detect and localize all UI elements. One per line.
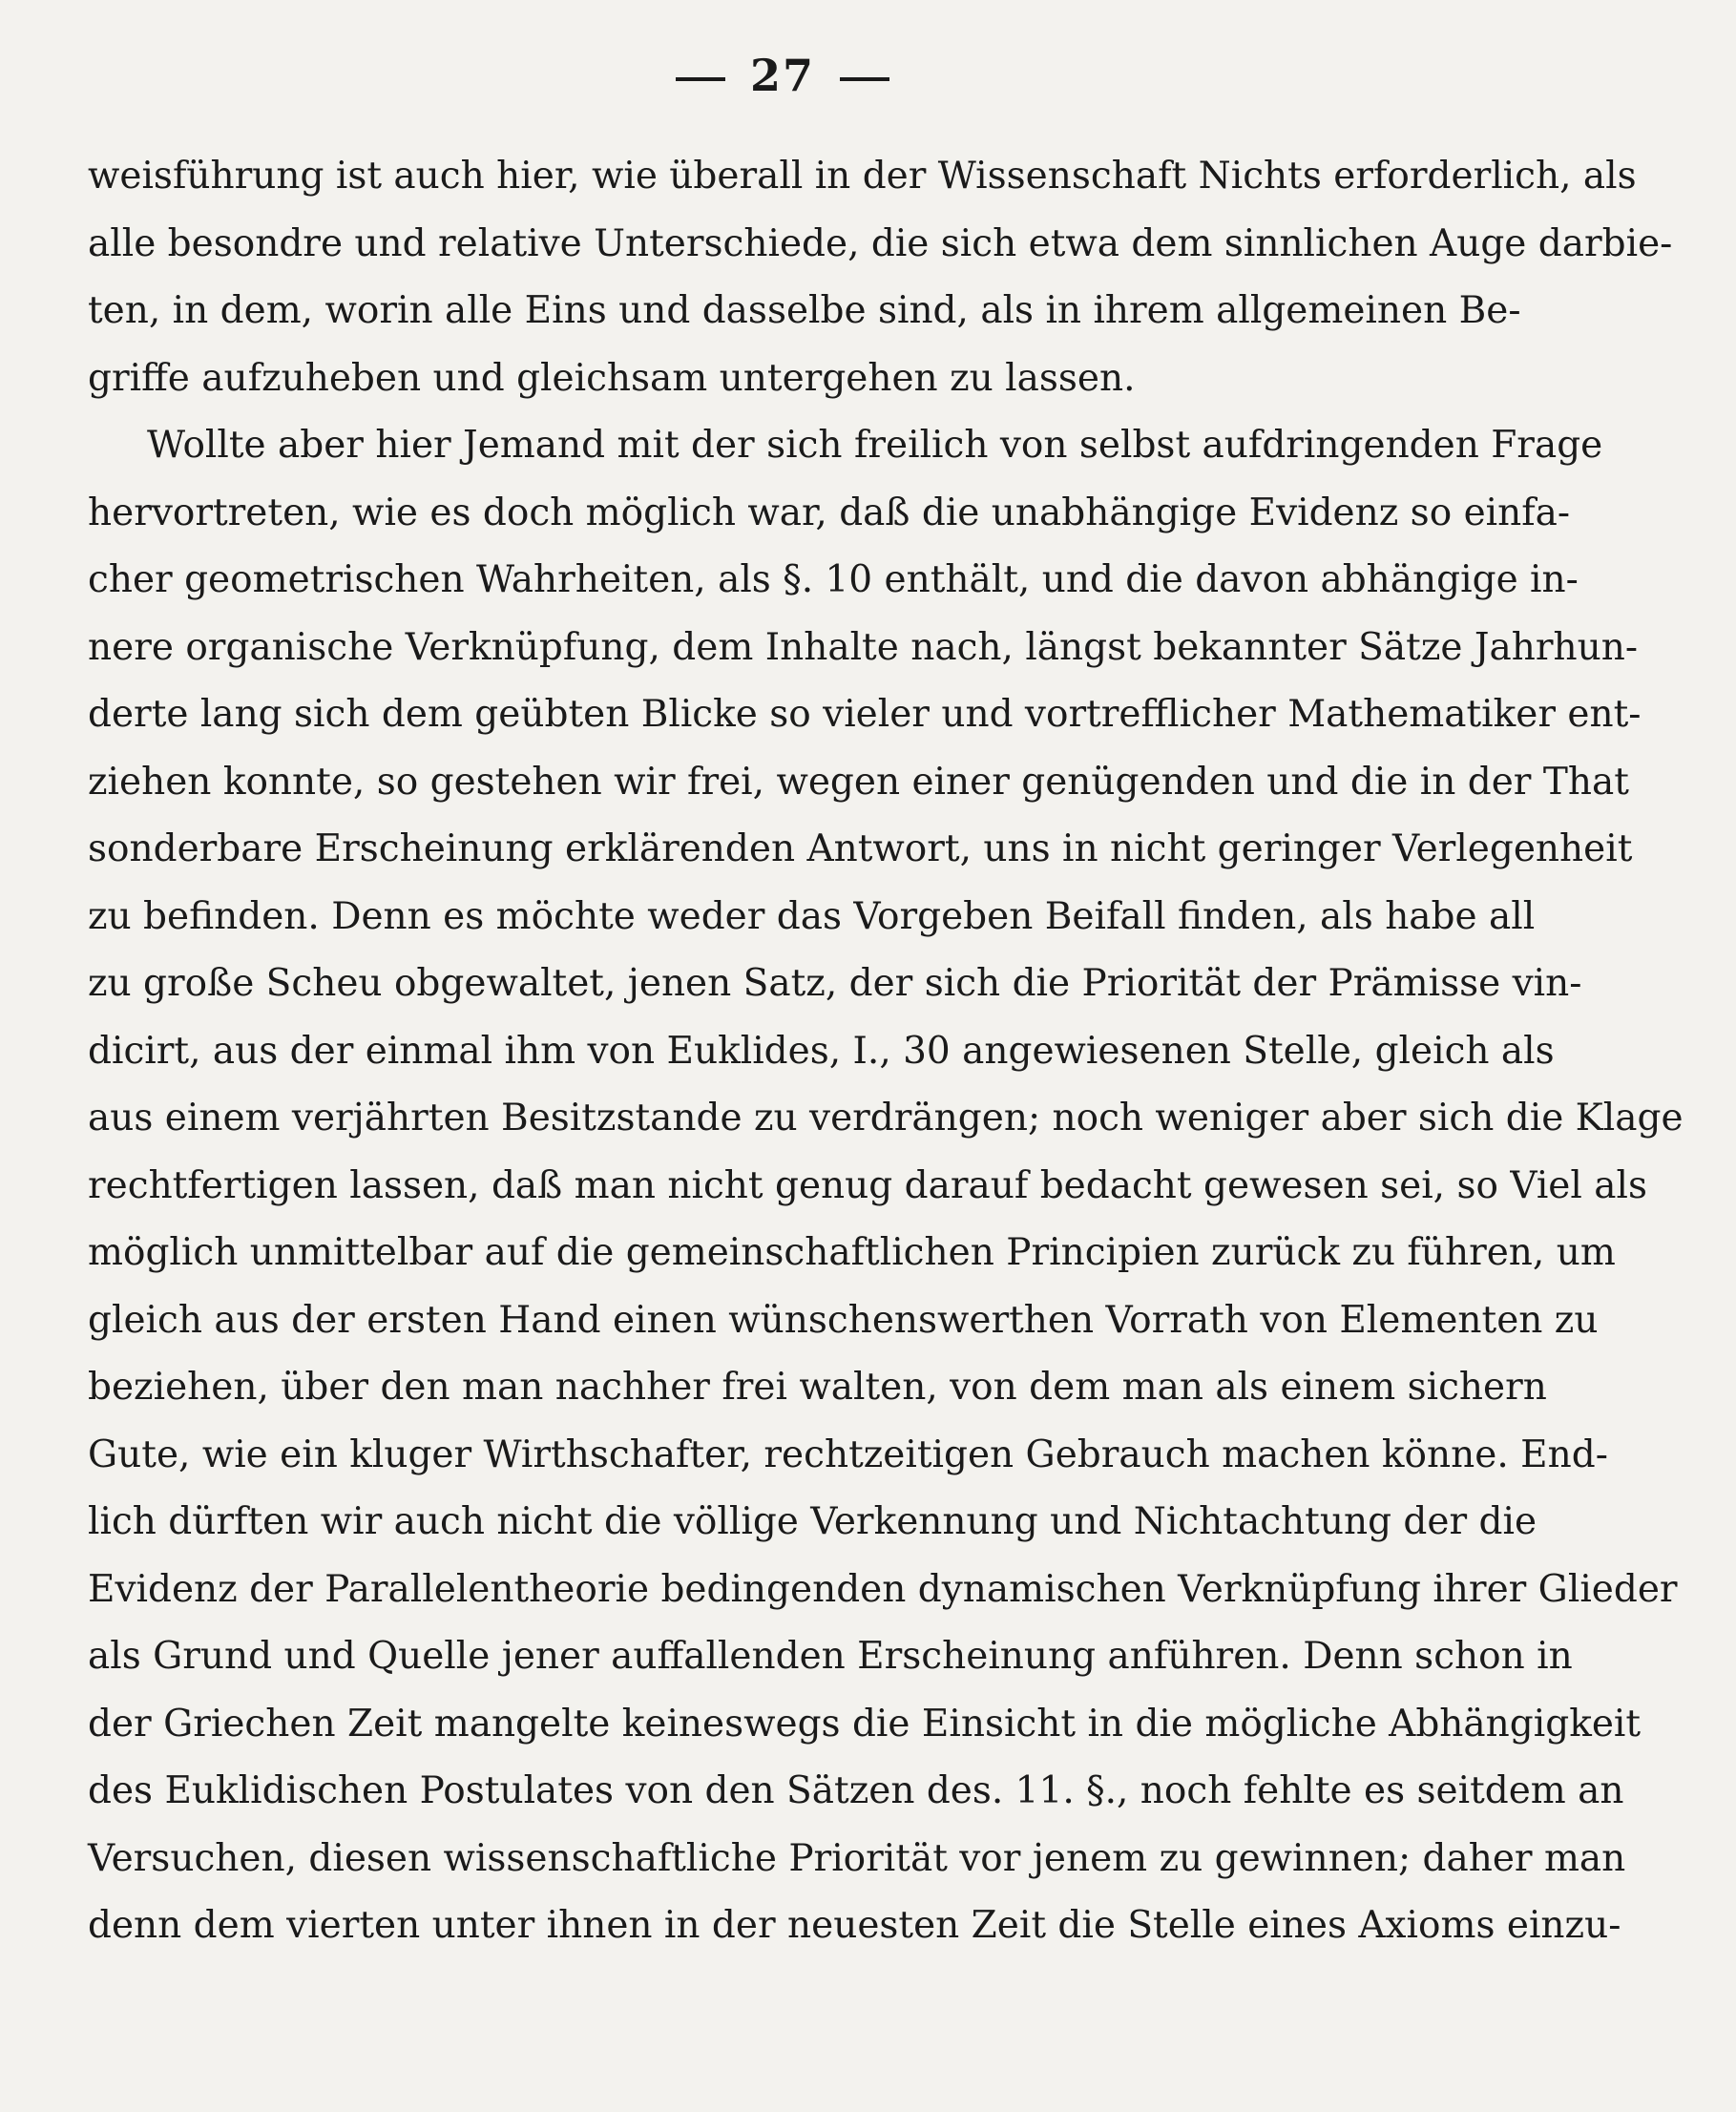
text-line: zu befinden. Denn es möchte weder das Vorgeben Beifall finden, als habe all — [88, 894, 1536, 938]
text-line: sonderbare Erscheinung erklärenden Antwort, uns in nicht geringer Verlegenheit — [88, 827, 1633, 870]
text-line: beziehen, über den man nachher frei walten, von dem man als einem sichern — [88, 1366, 1547, 1409]
text-line: weisführung ist auch hier, wie überall in der Wissenschaft Nichts erforderlich, als — [88, 155, 1637, 198]
text-line: griffe aufzuheben und gleichsam untergehen zu lassen. — [88, 356, 1136, 400]
text-line: aus einem verjährten Besitzstande zu verdrängen; noch weniger aber sich die Klage — [88, 1097, 1684, 1140]
text-line: ten, in dem, worin alle Eins und dasselbe sind, als in ihrem allgemeinen Be- — [88, 289, 1521, 332]
text-line: rechtfertigen lassen, daß man nicht genug darauf bedacht gewesen sei, so Viel als — [88, 1163, 1648, 1207]
text-line: lich dürften wir auch nicht die völlige Verkennung und Nichtachtung der die — [88, 1500, 1537, 1543]
text-line: Evidenz der Parallelentheorie bedingenden dynamischen Verknüpfung ihrer Glieder — [88, 1567, 1678, 1611]
text-line: als Grund und Quelle jener auffallenden Erscheinung anführen. Denn schon in — [88, 1635, 1573, 1678]
text-line: cher geometrischen Wahrheiten, als §. 10 enthält, und die davon abhängige in- — [88, 558, 1579, 601]
text-line: dicirt, aus der einmal ihm von Euklides, I., 30 angewiesenen Stelle, gleich als — [88, 1029, 1555, 1073]
text-line: Gute, wie ein kluger Wirthschafter, rechtzeitigen Gebrauch machen könne. End- — [88, 1432, 1608, 1476]
text-line: nere organische Verknüpfung, dem Inhalte nach, längst bekannter Sätze Jahrhun- — [88, 625, 1639, 669]
left-dash — [676, 77, 725, 81]
page-number: 27 — [749, 50, 815, 101]
body-text — [88, 143, 1684, 1960]
text-line: des Euklidischen Postulates von den Sätzen des. 11. §., noch fehlte es seitdem an — [88, 1769, 1624, 1812]
text-line: Versuchen, diesen wissenschaftliche Priorität vor jenem zu gewinnen; daher man — [88, 1836, 1626, 1880]
text-line: Wollte aber hier Jemand mit der sich freilich von selbst aufdringenden Frage — [147, 424, 1603, 467]
text-line: ziehen konnte, so gestehen wir frei, wegen einer genügenden und die in der That — [88, 760, 1629, 804]
text-line: möglich unmittelbar auf die gemeinschaftlichen Principien zurück zu führen, um — [88, 1231, 1616, 1274]
page-header — [0, 50, 1565, 101]
text-line: hervortreten, wie es doch möglich war, daß die unabhängige Evidenz so einfa- — [88, 491, 1571, 534]
text-line: zu große Scheu obgewaltet, jenen Satz, der sich die Priorität der Prämisse vin- — [88, 962, 1582, 1005]
text-line: denn dem vierten unter ihnen in der neuesten Zeit die Stelle eines Axioms einzu- — [88, 1904, 1621, 1947]
text-line: derte lang sich dem geübten Blicke so vieler und vortrefflicher Mathematiker ent- — [88, 693, 1642, 736]
right-dash — [840, 77, 889, 81]
text-line: gleich aus der ersten Hand einen wünschenswerthen Vorrath von Elementen zu — [88, 1298, 1599, 1342]
text-line: alle besondre und relative Unterschiede, die sich etwa dem sinnlichen Auge darbie- — [88, 221, 1673, 265]
text-line: der Griechen Zeit mangelte keineswegs die Einsicht in die mögliche Abhängigkeit — [88, 1702, 1642, 1746]
